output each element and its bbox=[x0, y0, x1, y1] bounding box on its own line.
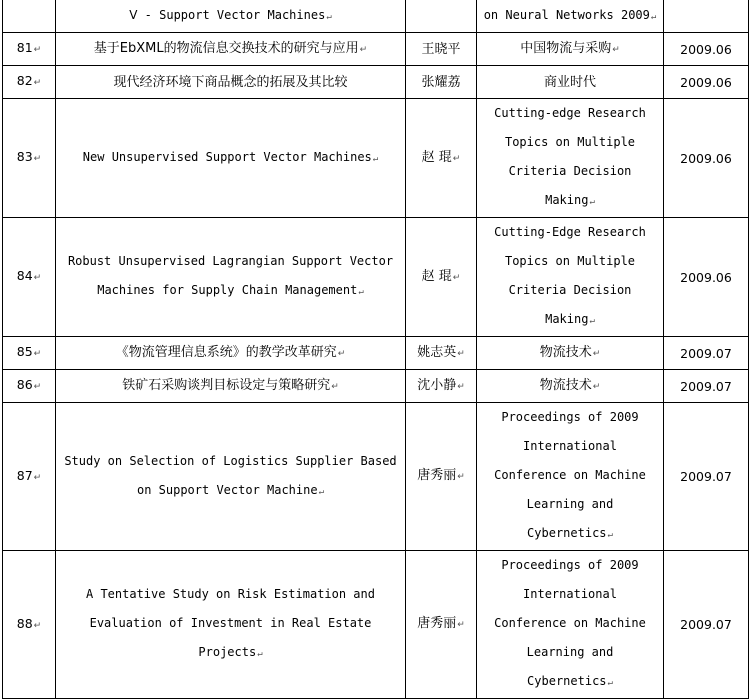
cell-date: 2009.06 bbox=[664, 218, 749, 337]
return-mark-icon: ↵ bbox=[457, 620, 465, 630]
cell-title bbox=[56, 551, 406, 699]
cell-no bbox=[3, 33, 56, 66]
cell-author: 王晓平 bbox=[406, 33, 477, 66]
cell-title bbox=[56, 337, 406, 370]
table-row bbox=[3, 218, 749, 337]
cell-author-text: 唐秀丽 bbox=[417, 468, 457, 483]
return-mark-icon: ↵ bbox=[337, 348, 346, 359]
cell-journal bbox=[477, 370, 664, 403]
cell-title-text: Study on Selection of Logistics Supplier Based on Support Vector Machine bbox=[64, 453, 397, 497]
return-mark-icon: ↵ bbox=[257, 649, 263, 659]
cell-date bbox=[664, 0, 749, 33]
cell-date: 2009.07 bbox=[664, 403, 749, 551]
cell-date: 2009.06 bbox=[664, 66, 749, 99]
cell-title bbox=[56, 370, 406, 403]
cell-journal-text: Cutting-edge Research Topics on Multiple Criteria Decision Making bbox=[494, 106, 646, 207]
cell-journal-text: 物流技术 bbox=[539, 344, 592, 360]
cell-author-text: 姚志英 bbox=[417, 344, 457, 360]
return-mark-icon: ↵ bbox=[457, 381, 465, 392]
cell-no-text: 85 bbox=[16, 344, 33, 359]
return-mark-icon: ↵ bbox=[318, 486, 325, 497]
cell-author bbox=[406, 370, 477, 403]
table-row bbox=[3, 66, 749, 99]
cell-no bbox=[3, 337, 56, 370]
cell-journal bbox=[477, 337, 664, 370]
cell-title bbox=[56, 403, 406, 551]
cell-journal bbox=[477, 551, 664, 699]
return-mark-icon: ↵ bbox=[592, 348, 601, 359]
cell-author: 张耀荔 bbox=[406, 66, 477, 99]
cell-title-text: Robust Unsupervised Lagrangian Support Vector Machines for Supply Chain Management bbox=[67, 254, 394, 297]
table-row bbox=[3, 403, 749, 551]
cell-journal bbox=[477, 99, 664, 218]
table-row-continued bbox=[3, 0, 749, 33]
cell-journal-text: Proceedings of 2009 International Conference on Machine Learning and Cybernetics bbox=[494, 410, 646, 540]
cell-journal: 商业时代 bbox=[477, 66, 664, 99]
cell-title: 现代经济环境下商品概念的拓展及其比较 bbox=[56, 66, 406, 99]
return-mark-icon: ↵ bbox=[589, 197, 595, 207]
table-row bbox=[3, 33, 749, 66]
cell-title-text: 铁矿石采购谈判目标设定与策略研究 bbox=[122, 377, 331, 393]
cell-author-text: 沈小静 bbox=[417, 377, 457, 393]
publication-table bbox=[2, 0, 749, 699]
cell-no-text: 82 bbox=[16, 73, 33, 88]
cell-author-text: 唐秀丽 bbox=[417, 616, 457, 631]
table-row bbox=[3, 551, 749, 699]
return-mark-icon: ↵ bbox=[372, 153, 379, 164]
cell-journal bbox=[477, 403, 664, 551]
cell-title bbox=[56, 218, 406, 337]
cell-title-text: A Tentative Study on Risk Estimation and Evaluation of Investment in Real Estate Projects bbox=[86, 587, 375, 659]
cell-journal-text: 中国物流与采购 bbox=[520, 40, 612, 56]
cell-no bbox=[3, 99, 56, 218]
cell-no-text: 86 bbox=[16, 377, 33, 392]
cell-author bbox=[406, 218, 477, 337]
cell-no bbox=[3, 403, 56, 551]
return-mark-icon: ↵ bbox=[457, 472, 465, 482]
cell-author bbox=[406, 337, 477, 370]
cell-author bbox=[406, 403, 477, 551]
cell-title bbox=[56, 99, 406, 218]
cell-date: 2009.06 bbox=[664, 33, 749, 66]
cell-no-text: 87 bbox=[16, 467, 33, 483]
cell-journal-text: Cutting-Edge Research Topics on Multiple Criteria Decision Making bbox=[494, 225, 646, 326]
return-mark-icon: ↵ bbox=[452, 272, 461, 283]
cell-no bbox=[3, 0, 56, 33]
table-row bbox=[3, 370, 749, 403]
cell-author bbox=[406, 551, 477, 699]
cell-author bbox=[406, 99, 477, 218]
cell-date: 2009.07 bbox=[664, 370, 749, 403]
return-mark-icon: ↵ bbox=[331, 381, 339, 392]
cell-journal-text: Proceedings of 2009 International Conference on Machine Learning and Cybernetics bbox=[494, 558, 646, 688]
return-mark-icon: ↵ bbox=[457, 348, 465, 359]
cell-date: 2009.06 bbox=[664, 99, 749, 218]
cell-no-text: 88 bbox=[16, 615, 33, 631]
cell-no-text: 83 bbox=[16, 149, 33, 164]
return-mark-icon: ↵ bbox=[452, 153, 461, 164]
cell-date: 2009.07 bbox=[664, 551, 749, 699]
cell-no bbox=[3, 218, 56, 337]
return-mark-icon: ↵ bbox=[607, 678, 613, 688]
cell-title-text: New Unsupervised Support Vector Machines bbox=[82, 149, 372, 164]
return-mark-icon: ↵ bbox=[592, 381, 601, 392]
table-row bbox=[3, 337, 749, 370]
return-mark-icon: ↵ bbox=[589, 316, 595, 326]
cell-no bbox=[3, 370, 56, 403]
cell-no bbox=[3, 551, 56, 699]
cell-journal-text: 物流技术 bbox=[539, 377, 592, 393]
table-row bbox=[3, 99, 749, 218]
cell-journal bbox=[477, 33, 664, 66]
return-mark-icon: ↵ bbox=[607, 530, 613, 540]
cell-author-text: 赵 琨 bbox=[421, 149, 452, 165]
cell-title bbox=[56, 0, 406, 33]
cell-journal bbox=[477, 218, 664, 337]
cell-title bbox=[56, 33, 406, 66]
cell-no-text: 81 bbox=[16, 40, 33, 55]
return-mark-icon: ↵ bbox=[358, 287, 364, 297]
cell-no bbox=[3, 66, 56, 99]
cell-title-text: 基于EbXML的物流信息交换技术的研究与应用 bbox=[93, 40, 359, 56]
return-mark-icon: ↵ bbox=[612, 44, 620, 55]
cell-title-text: 《物流管理信息系统》的教学改革研究 bbox=[115, 344, 337, 360]
cell-no-text: 84 bbox=[16, 268, 33, 283]
return-mark-icon: ↵ bbox=[359, 44, 368, 55]
cell-title-text: Ⅴ - Support Vector Machines bbox=[129, 8, 326, 22]
cell-journal bbox=[477, 0, 664, 33]
cell-journal-text: on Neural Networks 2009 bbox=[483, 8, 650, 22]
cell-date: 2009.07 bbox=[664, 337, 749, 370]
cell-author bbox=[406, 0, 477, 33]
cell-author-text: 赵 琨 bbox=[421, 268, 452, 284]
